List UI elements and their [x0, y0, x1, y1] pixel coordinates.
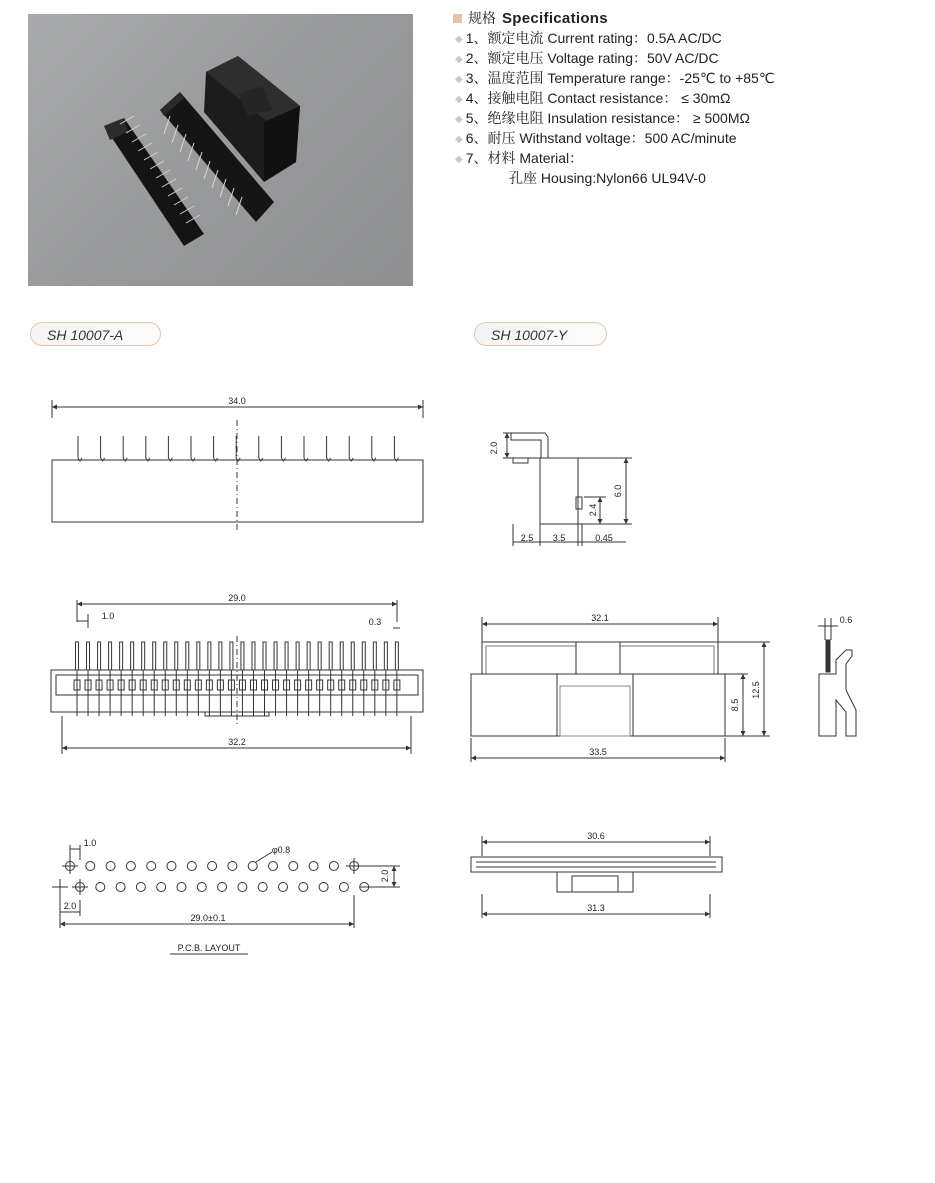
pcb-hole: [147, 862, 156, 871]
pin-rect: [318, 642, 321, 670]
pcb-hole: [187, 862, 196, 871]
dim-body-width: 32.2: [228, 737, 246, 747]
pin-rect: [98, 642, 101, 670]
pcb-layout: [52, 845, 400, 954]
spec-item: ◆ 1、额定电流 Current rating：0.5A AC/DC: [455, 30, 722, 46]
heading-zh: 规格: [468, 10, 496, 26]
spec-item: ◆ 7、材料 Material：: [455, 150, 584, 166]
pcb-layout-label: P.C.B. LAYOUT: [177, 943, 241, 953]
dim-y-front-top: 32.1: [591, 613, 609, 623]
pcb-hole: [136, 883, 145, 892]
pin-rect: [175, 642, 178, 670]
pcb-hole: [319, 883, 328, 892]
pin-rect: [230, 642, 233, 670]
pin-rect: [384, 642, 387, 670]
pcb-hole: [339, 883, 348, 892]
pcb-hole: [96, 883, 105, 892]
diamond-bullet-icon: ◆: [455, 114, 463, 125]
spec-subitem: 孔座 Housing:Nylon66 UL94V-0: [509, 170, 706, 186]
pin-rect: [87, 642, 90, 670]
dim-pcb-row-gap: 2.0: [380, 869, 390, 883]
pin-rect: [153, 642, 156, 670]
diamond-bullet-icon: ◆: [455, 154, 463, 165]
dim-y-2-0: 2.0: [489, 441, 499, 455]
pcb-hole: [258, 883, 267, 892]
pcb-hole: [218, 883, 227, 892]
pin-rect: [131, 642, 134, 670]
pin-rect: [395, 642, 398, 670]
dim-y-front-bottom: 33.5: [589, 747, 607, 757]
drawing-a-front: [51, 600, 423, 754]
dim-y-8-5: 8.5: [730, 698, 740, 712]
pin-rect: [362, 642, 365, 670]
pcb-hole: [248, 862, 257, 871]
heading-en: Specifications: [502, 10, 608, 27]
spec-item: ◆ 5、绝缘电阻 Insulation resistance： ≥ 500MΩ: [455, 110, 750, 126]
pin-rect: [263, 642, 266, 670]
pin-rect: [285, 642, 288, 670]
top-pin-group: [78, 436, 398, 461]
dim-y-bot-top: 30.6: [587, 831, 605, 841]
pin-rect: [109, 642, 112, 670]
pcb-hole: [167, 862, 176, 871]
dim-y-12-5: 12.5: [751, 681, 761, 699]
dim-y-2-5: 2.5: [520, 533, 534, 543]
pcb-hole: [299, 883, 308, 892]
pcb-hole: [269, 862, 278, 871]
pin-rect: [208, 642, 211, 670]
dim-y-2-4: 2.4: [588, 503, 598, 517]
pcb-hole: [228, 862, 237, 871]
dim-top-width: 34.0: [228, 396, 246, 406]
pcb-hole: [116, 883, 125, 892]
pcb-hole: [197, 883, 206, 892]
dim-y-bot-bottom: 31.3: [587, 903, 605, 913]
pin-rect: [373, 642, 376, 670]
drawing-a-top: [52, 400, 423, 532]
pcb-hole: [289, 862, 298, 871]
pin-rect: [274, 642, 277, 670]
diamond-bullet-icon: ◆: [455, 34, 463, 45]
pin-rect: [197, 642, 200, 670]
dim-pin-width: 0.3: [368, 617, 382, 627]
dim-pcb-offset: 2.0: [63, 901, 77, 911]
dim-y-6-0: 6.0: [613, 484, 623, 498]
dim-pcb-hole: φ0.8: [271, 845, 291, 855]
pcb-hole: [279, 883, 288, 892]
pcb-hole: [86, 862, 95, 871]
pin-rect: [340, 642, 343, 670]
spec-item: ◆ 3、温度范围 Temperature range：-25℃ to +85℃: [455, 70, 775, 86]
dim-pcb-pitch: 1.0: [83, 838, 97, 848]
dim-pcb-span: 29.0±0.1: [190, 913, 226, 923]
pin-rect: [186, 642, 189, 670]
dim-pitch: 1.0: [101, 611, 115, 621]
pcb-hole: [177, 883, 186, 892]
pcb-hole: [238, 883, 247, 892]
dim-pitch-span: 29.0: [228, 593, 246, 603]
diamond-bullet-icon: ◆: [455, 134, 463, 145]
pin-rect: [252, 642, 255, 670]
pcb-hole: [157, 883, 166, 892]
pin-rect: [120, 642, 123, 670]
drawing-y-front: [471, 617, 770, 762]
pin-rect: [351, 642, 354, 670]
pcb-hole: [309, 862, 318, 871]
model-label-a: SH 10007-A: [30, 322, 161, 346]
pcb-hole: [126, 862, 135, 871]
pcb-hole-group: [52, 858, 369, 895]
pcb-hole: [329, 862, 338, 871]
model-label-y: SH 10007-Y: [474, 322, 607, 346]
dim-y-3-5: 3.5: [552, 533, 566, 543]
pcb-hole: [106, 862, 115, 871]
diamond-bullet-icon: ◆: [455, 94, 463, 105]
spec-item: ◆ 4、接触电阻 Contact resistance： ≤ 30mΩ: [455, 90, 731, 106]
pin-rect: [241, 642, 244, 670]
dim-y-pin-0-6: 0.6: [839, 615, 853, 625]
diamond-bullet-icon: ◆: [455, 54, 463, 65]
dim-y-0-45: 0.45: [595, 533, 613, 543]
pin-rect: [329, 642, 332, 670]
pin-rect: [164, 642, 167, 670]
spec-item: ◆ 2、额定电压 Voltage rating：50V AC/DC: [455, 50, 719, 66]
pin-rect: [142, 642, 145, 670]
drawing-y-pin: [818, 618, 856, 736]
diamond-bullet-icon: ◆: [455, 74, 463, 85]
pcb-hole: [208, 862, 217, 871]
spec-item: ◆ 6、耐压 Withstand voltage：500 AC/minute: [455, 130, 737, 146]
pin-rect: [219, 642, 222, 670]
pin-rect: [296, 642, 299, 670]
pin-rect: [307, 642, 310, 670]
pin-rect: [76, 642, 79, 670]
